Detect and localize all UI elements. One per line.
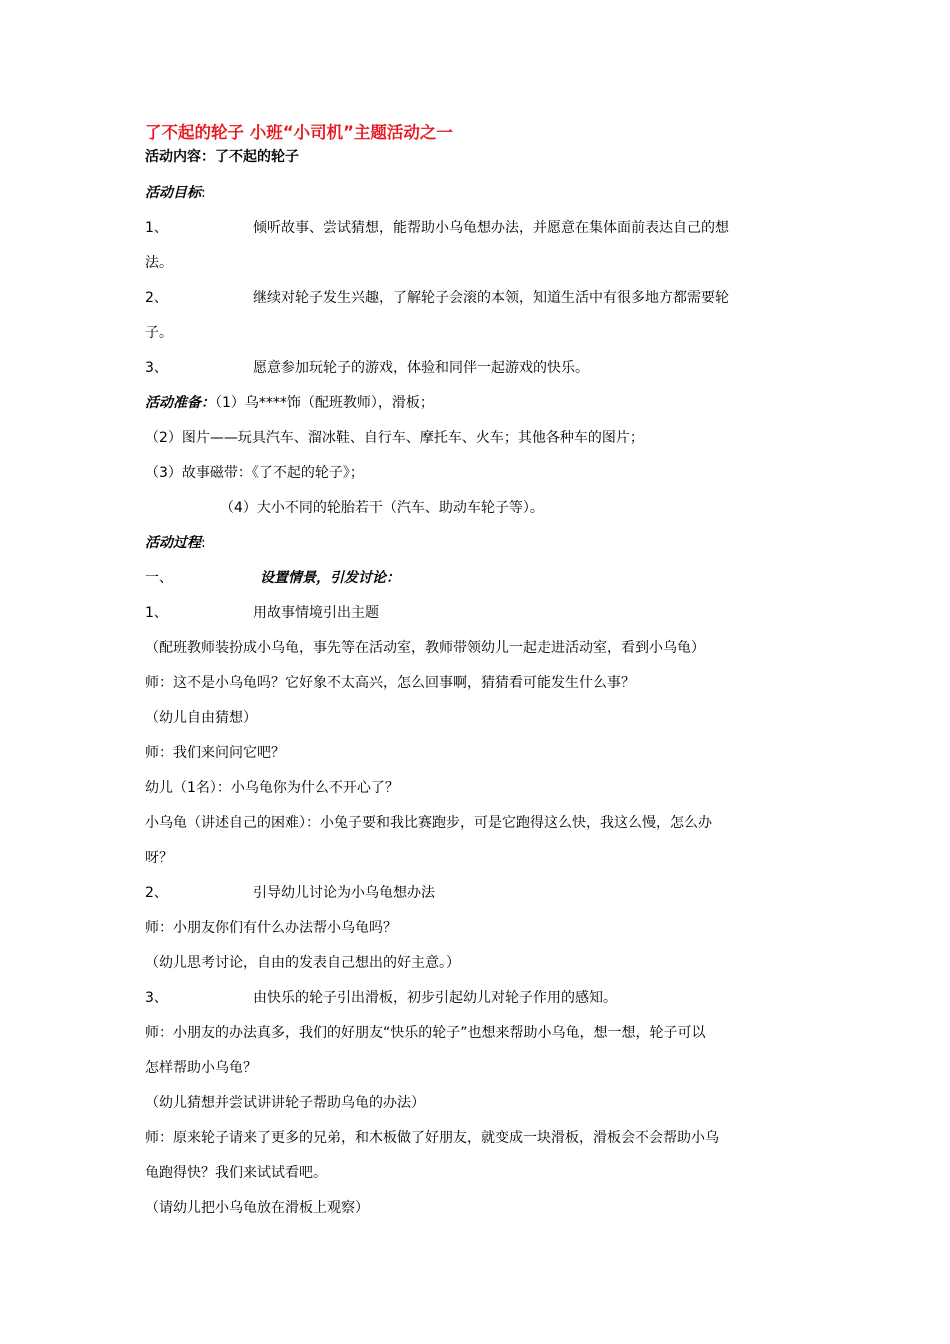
process-line: [145, 987, 805, 1022]
process-line: （幼儿自由猜想）: [145, 710, 257, 726]
section-title: 设置情景，引发讨论：: [260, 570, 400, 586]
process-line: 小乌龟（讲述自己的困难）：小兔子要和我比赛跑步，可是它跑得这么快，我这么慢，怎么办: [145, 815, 712, 831]
step-text: 引导幼儿讨论为小乌龟想办法: [253, 885, 435, 901]
goals-heading-colon: :: [201, 185, 206, 201]
prep-heading: 活动准备：: [145, 395, 215, 411]
goal-item-3: [145, 357, 805, 392]
goal-item-2: [145, 287, 805, 322]
process-line: （幼儿思考讨论，自由的发表自己想出的好主意。）: [145, 955, 460, 971]
process-line: 师：原来轮子请来了更多的兄弟，和木板做了好朋友，就变成一块滑板，滑板会不会帮助小乌: [145, 1130, 719, 1146]
process-heading-colon: :: [201, 535, 206, 551]
prep-item-1: （1）乌****饰（配班教师），滑板；: [215, 395, 434, 411]
prep-item-2: （2）图片——玩具汽车、溜冰鞋、自行车、摩托车、火车；其他各种车的图片；: [145, 430, 644, 446]
prep-item-4: （4）大小不同的轮胎若干（汽车、助动车轮子等）。: [220, 500, 544, 516]
process-heading-line: [145, 532, 805, 567]
process-line: [145, 882, 805, 917]
goal-item-1: [145, 217, 805, 252]
process-line: 师：小朋友你们有什么办法帮小乌龟吗？: [145, 920, 397, 936]
goal-text: 倾听故事、尝试猜想，能帮助小乌龟想办法，并愿意在集体面前表达自己的想: [253, 220, 729, 236]
process-line: 师：小朋友的办法真多，我们的好朋友“快乐的轮子”也想来帮助小乌龟，想一想，轮子可以: [145, 1025, 706, 1041]
step-number: 1、: [145, 605, 168, 621]
process-line: （幼儿猜想并尝试讲讲轮子帮助乌龟的办法）: [145, 1095, 425, 1111]
process-line: 师：这不是小乌龟吗？它好象不太高兴，怎么回事啊，猜猜看可能发生什么事？: [145, 675, 635, 691]
process-line: 师：我们来问问它吧？: [145, 745, 285, 761]
process-line: （配班教师装扮成小乌龟，事先等在活动室，教师带领幼儿一起走进活动室，看到小乌龟）: [145, 640, 705, 656]
goal-text: 继续对轮子发生兴趣，了解轮子会滚的本领，知道生活中有很多地方都需要轮: [253, 290, 729, 306]
step-text: 由快乐的轮子引出滑板，初步引起幼儿对轮子作用的感知。: [253, 990, 617, 1006]
process-section-1: [145, 567, 805, 602]
goal-number: 1、: [145, 220, 168, 236]
process-line: 呀？: [145, 850, 173, 866]
goals-heading-line: [145, 182, 805, 217]
process-line: 龟跑得快？我们来试试看吧。: [145, 1165, 327, 1181]
goal-number: 2、: [145, 290, 168, 306]
goal-text: 愿意参加玩轮子的游戏，体验和同伴一起游戏的快乐。: [253, 360, 589, 376]
process-line: 怎样帮助小乌龟？: [145, 1060, 257, 1076]
process-line: 幼儿（1名）：小乌龟你为什么不开心了？: [145, 780, 399, 796]
step-number: 3、: [145, 990, 168, 1006]
section-number: 一、: [145, 570, 173, 586]
goals-heading: 活动目标: [145, 185, 201, 201]
step-number: 2、: [145, 885, 168, 901]
process-heading: 活动过程: [145, 535, 201, 551]
prep-item-3: （3）故事磁带：《了不起的轮子》；: [145, 465, 364, 481]
goal-item-1-cont: 法。: [145, 255, 173, 271]
process-line: （请幼儿把小乌龟放在滑板上观察）: [145, 1200, 369, 1216]
document-title: 了不起的轮子 小班“小司机”主题活动之一: [145, 123, 453, 142]
prep-line-1: [145, 392, 805, 427]
goal-item-2-cont: 子。: [145, 325, 173, 341]
goal-number: 3、: [145, 360, 168, 376]
document-page: [145, 120, 805, 1232]
process-line: [145, 602, 805, 637]
step-text: 用故事情境引出主题: [253, 605, 379, 621]
activity-content-label: 活动内容：了不起的轮子: [145, 149, 299, 165]
